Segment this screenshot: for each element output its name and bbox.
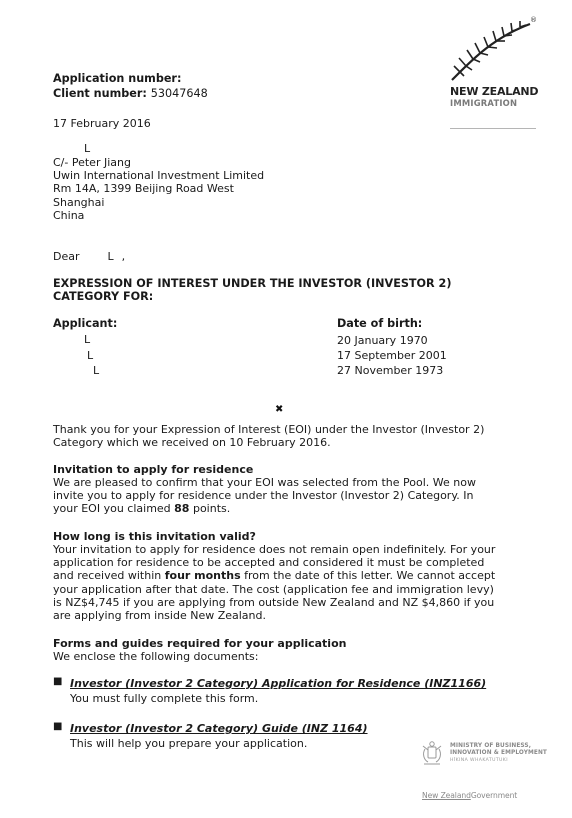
section-invitation-line-1: We are pleased to confirm that your EOI was selected from the Pool. We now (53, 476, 476, 489)
mbie-logo (420, 740, 550, 770)
address-line-country: China (53, 209, 85, 222)
subject-line-1: EXPRESSION OF INTEREST UNDER THE INVESTOR (INVESTOR 2) (53, 277, 452, 290)
applicant-name-3: L (93, 364, 100, 377)
address-line-street: Rm 14A, 1399 Beijing Road West (53, 182, 234, 195)
logo-divider (450, 128, 536, 129)
applicant-dob-3: 27 November 1973 (337, 364, 444, 377)
subject-line-2: CATEGORY FOR: (53, 290, 154, 303)
section-validity-line-3 (53, 569, 495, 582)
mbie-line-1: MINISTRY OF BUSINESS, (450, 743, 531, 749)
nz-government-suffix: Government (470, 791, 518, 800)
section-forms-heading: Forms and guides required for your application (53, 637, 347, 650)
address-line-name: L (84, 142, 91, 155)
section-validity-line-1: Your invitation to apply for residence does not remain open indefinitely. For your (53, 543, 496, 556)
applicant-dob-1: 20 January 1970 (337, 334, 428, 347)
application-number-label: Application number: (53, 72, 182, 85)
silver-fern-icon (448, 16, 543, 82)
validity-suffix: from the date of this letter. We cannot accept (240, 569, 496, 582)
salutation (53, 250, 125, 263)
applicant-dob-2: 17 September 2001 (337, 349, 447, 362)
section-invitation-line-2: invite you to apply for residence under the Investor (Investor 2) Category. In (53, 489, 474, 502)
registered-mark: ® (530, 16, 537, 24)
applicant-name-2: L (87, 349, 94, 362)
points-suffix: points. (189, 502, 231, 515)
document-note-guide: This will help you prepare your application. (70, 737, 308, 750)
logo-line-immigration: IMMIGRATION (450, 98, 518, 108)
section-forms-intro: We enclose the following documents: (53, 650, 259, 663)
nz-government-prefix: New Zealand (422, 791, 471, 800)
document-note-application-form: You must fully complete this form. (70, 692, 259, 705)
points-value: 88 (174, 502, 190, 515)
section-validity-line-5: is NZ$4,745 if you are applying from outside New Zealand and NZ $4,860 if you (53, 596, 495, 609)
document-link-guide[interactable]: Investor (Investor 2 Category) Guide (INZ 1164) (70, 722, 368, 735)
intro-line-1: Thank you for your Expression of Interest (EOI) under the Investor (Investor 2) (53, 423, 485, 436)
mbie-line-3: HĪKINA WHAKATUTUKI (450, 758, 508, 763)
intro-line-2: Category which we received on 10 February 2016. (53, 436, 331, 449)
validity-prefix: and received within (53, 569, 165, 582)
applicant-label: Applicant: (53, 317, 118, 330)
address-line-city: Shanghai (53, 196, 105, 209)
salutation-comma: , (121, 250, 126, 263)
cross-mark-icon: ✖ (275, 404, 284, 415)
section-validity-heading: How long is this invitation valid? (53, 530, 256, 543)
client-number-row (53, 87, 208, 101)
address-line-company: Uwin International Investment Limited (53, 169, 265, 182)
section-validity-line-4: your application after that date. The cost (application fee and immigration levy) (53, 583, 494, 596)
section-validity-line-2: application for residence to be accepted and considered it must be completed (53, 556, 485, 569)
applicant-name-1: L (84, 333, 91, 346)
mbie-line-2: INNOVATION & EMPLOYMENT (450, 750, 547, 756)
bullet-2: ■ (53, 721, 63, 732)
bullet-1: ■ (53, 676, 63, 687)
address-line-care-of: C/- Peter Jiang (53, 156, 131, 169)
section-validity-line-6: are applying from inside New Zealand. (53, 609, 267, 622)
points-prefix: your EOI you claimed (53, 502, 175, 515)
section-invitation-line-3 (53, 502, 230, 515)
client-number-label: Client number: (53, 87, 147, 100)
document-link-application-form[interactable]: Investor (Investor 2 Category) Application for Residence (INZ1166) (70, 677, 487, 690)
section-invitation-heading: Invitation to apply for residence (53, 463, 254, 476)
dob-label: Date of birth: (337, 317, 423, 330)
nz-government-wordmark (422, 791, 517, 800)
validity-period: four months (164, 569, 241, 582)
logo-line-new-zealand: NEW ZEALAND (450, 85, 539, 98)
salutation-dear: Dear (53, 250, 80, 263)
salutation-name: L (107, 250, 114, 263)
client-number-value: 53047648 (150, 87, 208, 100)
letter-date: 17 February 2016 (53, 117, 151, 130)
coat-of-arms-icon (420, 740, 444, 768)
